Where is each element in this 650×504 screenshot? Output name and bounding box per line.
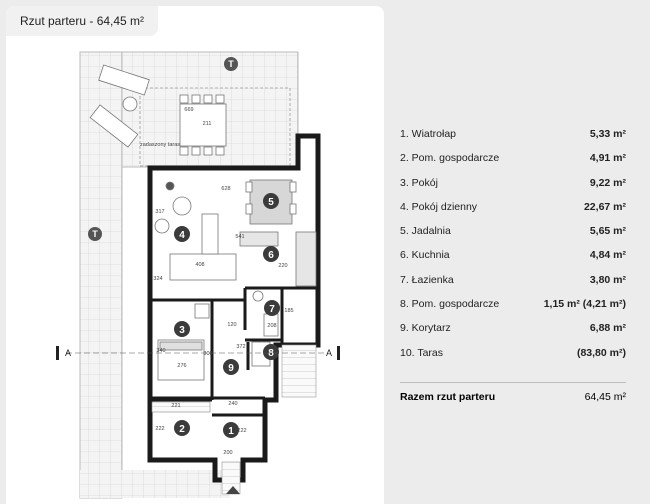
room-marker-7 [264,300,280,316]
room-marker-3 [174,321,190,337]
svg-text:208: 208 [267,323,277,329]
room-area: 3,80 m² [589,273,626,286]
room-row [400,150,626,174]
room-row [400,272,626,296]
svg-text:2: 2 [179,424,185,435]
room-name: 7. Łazienka [400,273,454,286]
svg-text:1: 1 [228,426,234,437]
sheltered-terrace-label: zadaszony taras [139,142,181,148]
room-row [400,175,626,199]
room-name: 10. Taras [400,346,443,359]
room-name: 2. Pom. gospodarcze [400,152,500,165]
svg-text:5: 5 [268,197,274,208]
total-divider [400,382,626,383]
room-name: 3. Pokój [400,176,438,189]
svg-text:317: 317 [155,209,165,215]
room-marker-2 [174,420,190,436]
room-row [400,296,626,320]
room-row [400,345,626,369]
total-row [400,391,626,403]
svg-text:408: 408 [195,262,205,268]
svg-text:185: 185 [284,308,294,314]
room-area-list [400,126,626,369]
svg-text:9: 9 [228,363,234,374]
total-label: Razem rzut parteru [400,391,496,403]
room-name: 5. Jadalnia [400,225,451,238]
svg-text:222: 222 [155,426,165,432]
room-area: 9,22 m² [589,176,626,189]
bedroom-bed [158,340,204,380]
svg-text:340: 340 [156,348,166,354]
room-row [400,223,626,247]
room-area: (83,80 m²) [576,346,626,359]
room-row [400,126,626,150]
svg-text:220: 220 [278,263,288,269]
svg-text:T: T [228,59,234,69]
svg-text:372: 372 [236,344,246,350]
terrace-marker-top [224,57,238,71]
room-marker-9 [223,359,239,375]
svg-text:T: T [92,229,98,239]
svg-text:200: 200 [223,450,233,456]
total-area: 64,45 m² [584,391,626,403]
room-area: 6,88 m² [589,322,626,335]
svg-text:7: 7 [269,304,275,315]
room-area: 22,67 m² [583,200,626,213]
svg-text:120: 120 [227,322,237,328]
room-area: 4,84 m² [589,249,626,262]
svg-text:A: A [65,348,72,358]
room-area: 5,33 m² [589,128,626,140]
room-marker-4 [174,226,190,242]
svg-text:541: 541 [235,234,245,240]
svg-text:276: 276 [177,363,187,369]
room-name: 8. Pom. gospodarcze [400,298,500,311]
room-name: 6. Kuchnia [400,249,450,262]
floor-title-tab[interactable]: Rzut parteru - 64,45 m² [6,6,158,36]
room-name: 4. Pokój dzienny [400,200,478,213]
room-name: 1. Wiatrołap [400,128,457,140]
room-area: 1,15 m² (4,21 m²) [543,298,626,311]
svg-text:222: 222 [237,428,247,434]
entrance-steps [222,462,240,494]
room-area: 5,65 m² [589,225,626,238]
room-marker-6 [263,246,279,262]
room-marker-8 [263,344,279,360]
svg-text:A: A [326,348,333,358]
terrace-marker-left [88,227,102,241]
svg-text:324: 324 [153,276,163,282]
room-row [400,320,626,344]
svg-text:628: 628 [221,186,231,192]
svg-text:3: 3 [179,325,185,336]
svg-text:6: 6 [268,250,274,261]
svg-text:669: 669 [184,107,194,113]
svg-text:211: 211 [202,121,212,127]
svg-text:221: 221 [171,403,181,409]
room-row [400,199,626,223]
room-marker-5 [263,193,279,209]
svg-text:8: 8 [268,348,274,359]
svg-text:300: 300 [203,351,213,357]
room-row [400,247,626,271]
svg-text:4: 4 [179,230,185,241]
room-area: 4,91 m² [589,152,626,165]
room-name: 9. Korytarz [400,322,451,335]
svg-text:240: 240 [228,401,238,407]
